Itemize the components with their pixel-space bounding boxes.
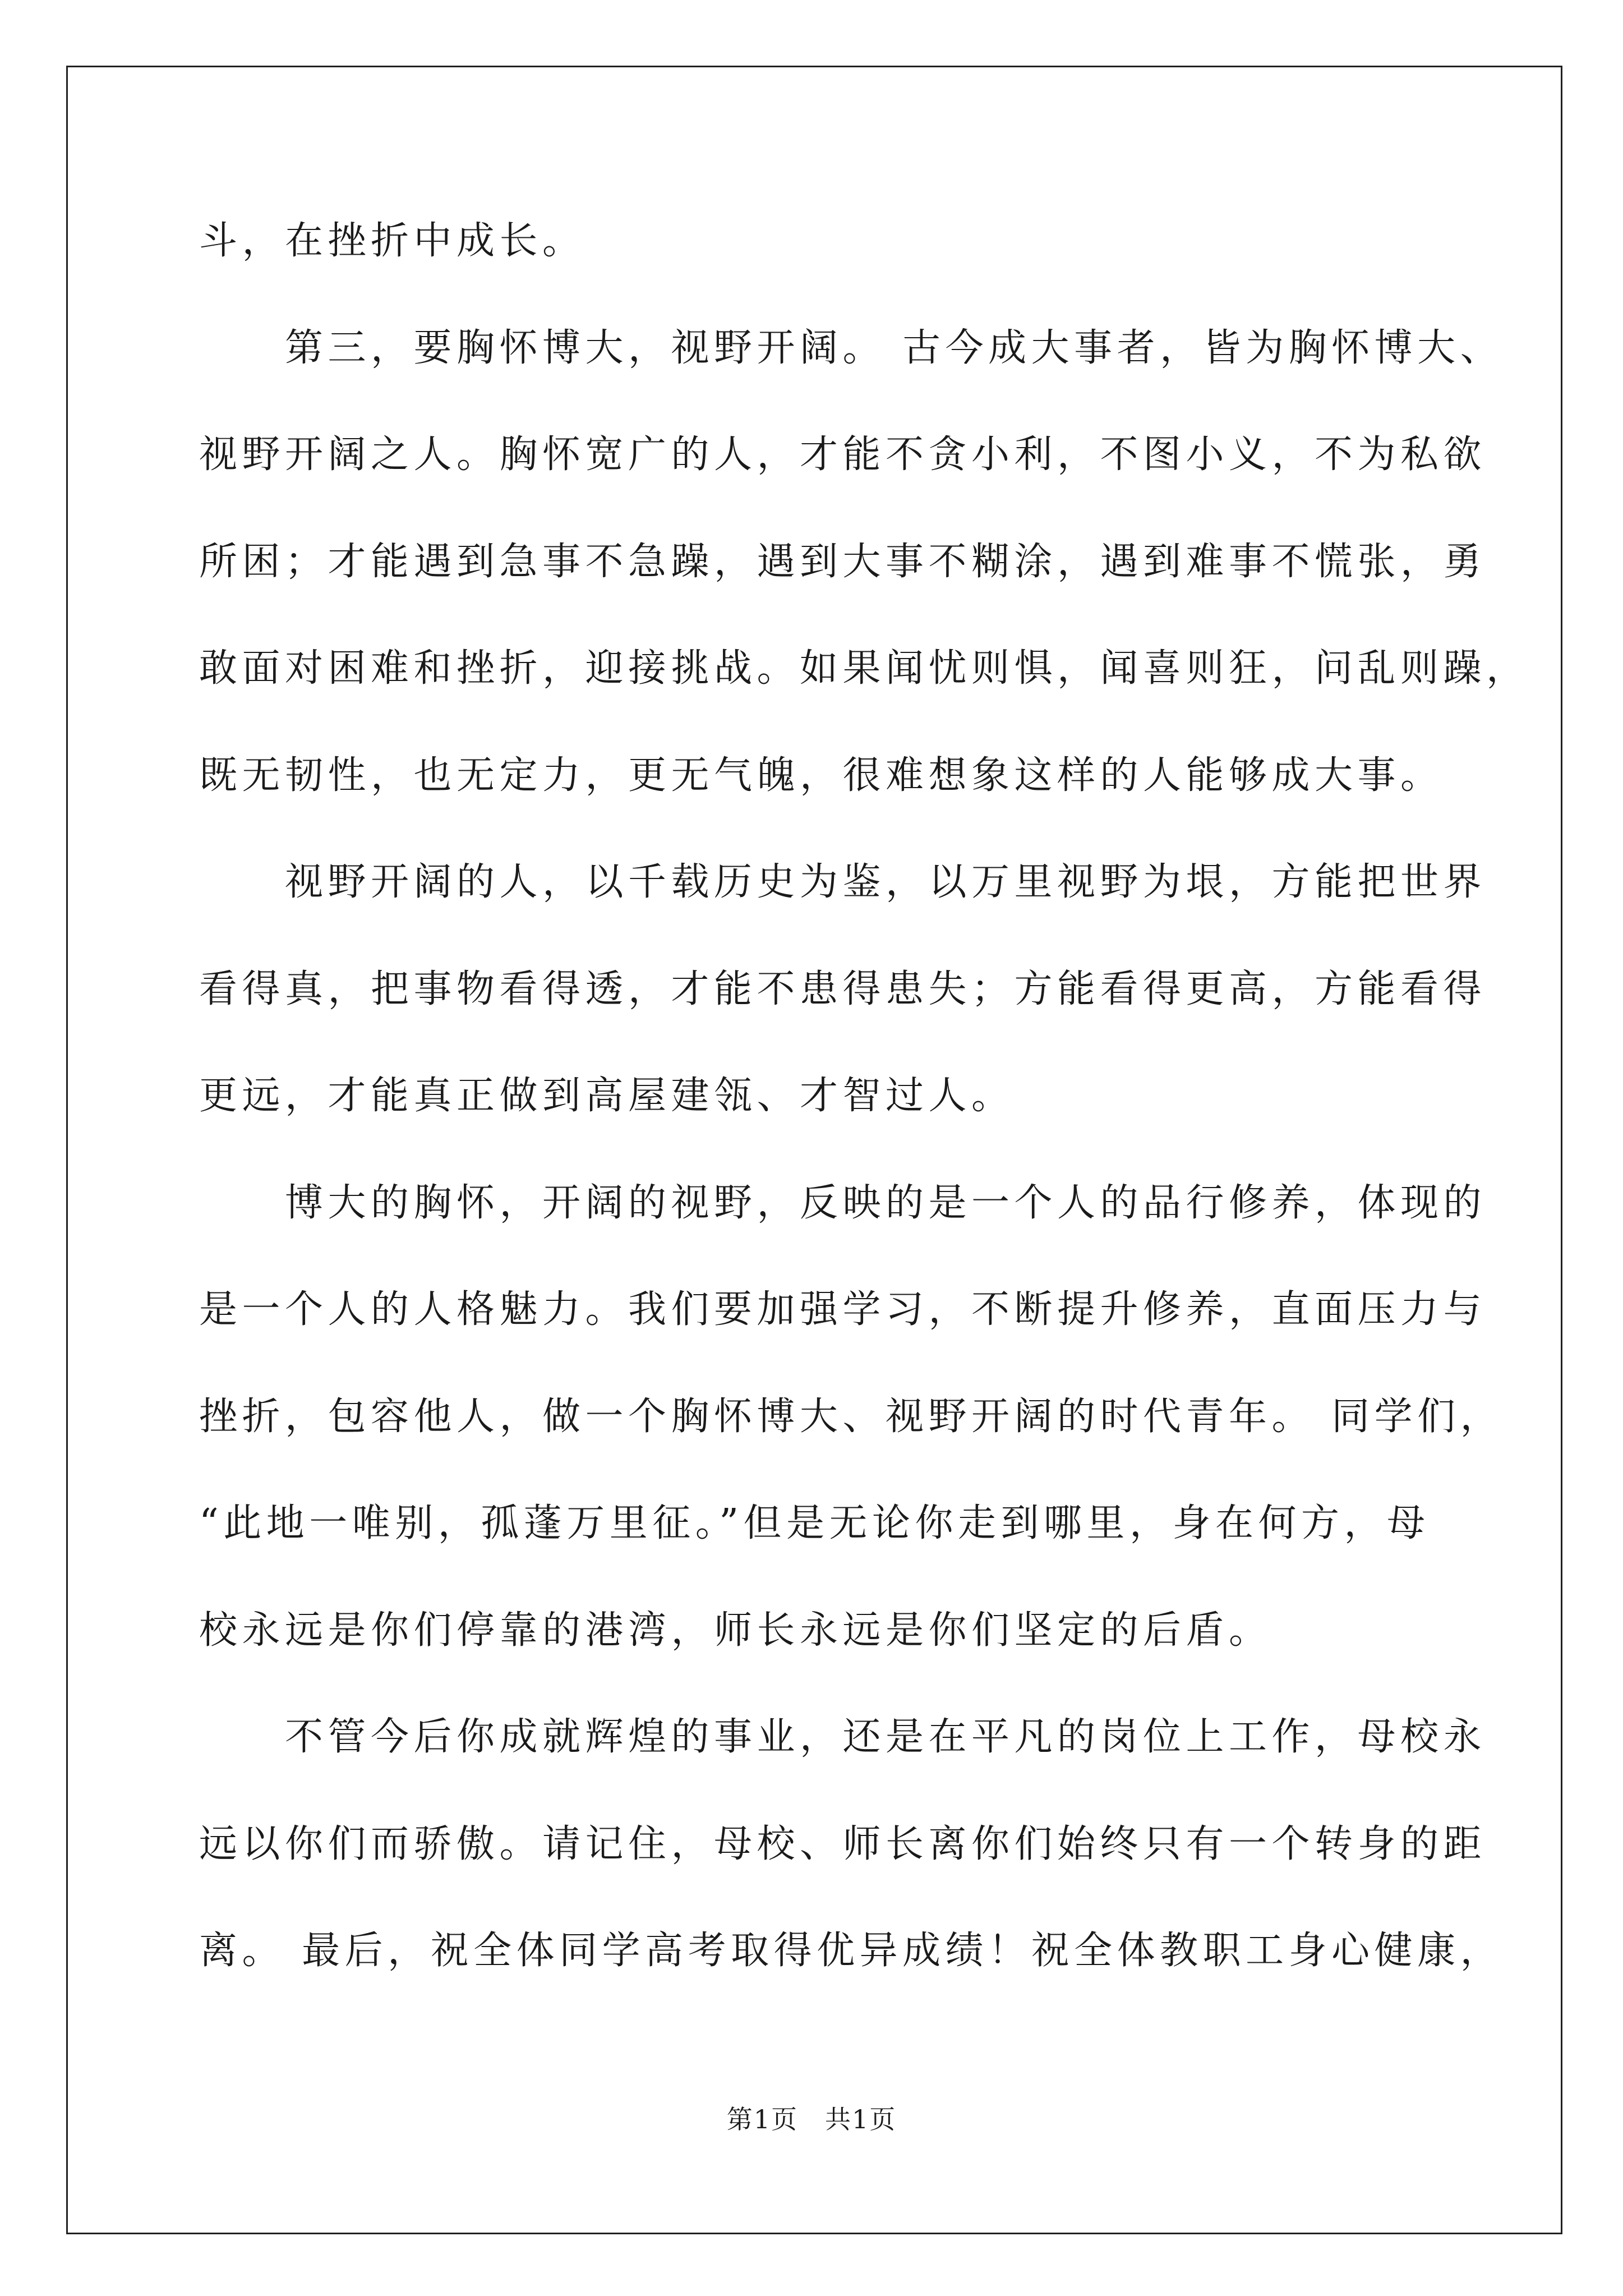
page-number: 第1页 共1页	[726, 2104, 897, 2134]
text-line: 视野开阔的人，以千载历史为鉴，以万里视野为垠，方能把世界	[199, 860, 1487, 904]
text-line: “此地一唯别，孤蓬万里征。”但是无论你走到哪里，身在何方，母	[199, 1501, 1430, 1545]
text-line: 看得真，把事物看得透，才能不患得患失；方能看得更高，方能看得	[199, 967, 1487, 1011]
text-line: 离。 最后，祝全体同学高考取得优异成绩！祝全体教职工身心健康，	[199, 1929, 1504, 1973]
text-line: 第三，要胸怀博大，视野开阔。 古今成大事者，皆为胸怀博大、	[199, 325, 1504, 370]
page-border	[66, 66, 1562, 2234]
text-line: 敢面对困难和挫折，迎接挑战。如果闻忧则惧，闻喜则狂，问乱则躁，	[199, 646, 1529, 691]
text-line: 既无韧性，也无定力，更无气魄，很难想象这样的人能够成大事。	[199, 753, 1444, 798]
text-line: 是一个人的人格魅力。我们要加强学习，不断提升修养，直面压力与	[199, 1287, 1487, 1332]
text-line: 斗，在挫折中成长。	[199, 219, 585, 263]
text-line: 挫折，包容他人，做一个胸怀博大、视野开阔的时代青年。 同学们，	[199, 1394, 1504, 1439]
text-line: 校永远是你们停靠的港湾，师长永远是你们坚定的后盾。	[199, 1608, 1272, 1653]
text-line: 博大的胸怀，开阔的视野，反映的是一个人的品行修养，体现的	[199, 1180, 1487, 1225]
text-line: 所困；才能遇到急事不急躁，遇到大事不糊涂，遇到难事不慌张，勇	[199, 539, 1487, 584]
text-line: 视野开阔之人。胸怀宽广的人，才能不贪小利，不图小义，不为私欲	[199, 432, 1487, 477]
text-line: 远以你们而骄傲。请记住，母校、师长离你们始终只有一个转身的距	[199, 1821, 1487, 1866]
text-line: 不管今后你成就辉煌的事业，还是在平凡的岗位上工作，母校永	[199, 1715, 1487, 1759]
text-line: 更远，才能真正做到高屋建瓴、才智过人。	[199, 1074, 1015, 1118]
